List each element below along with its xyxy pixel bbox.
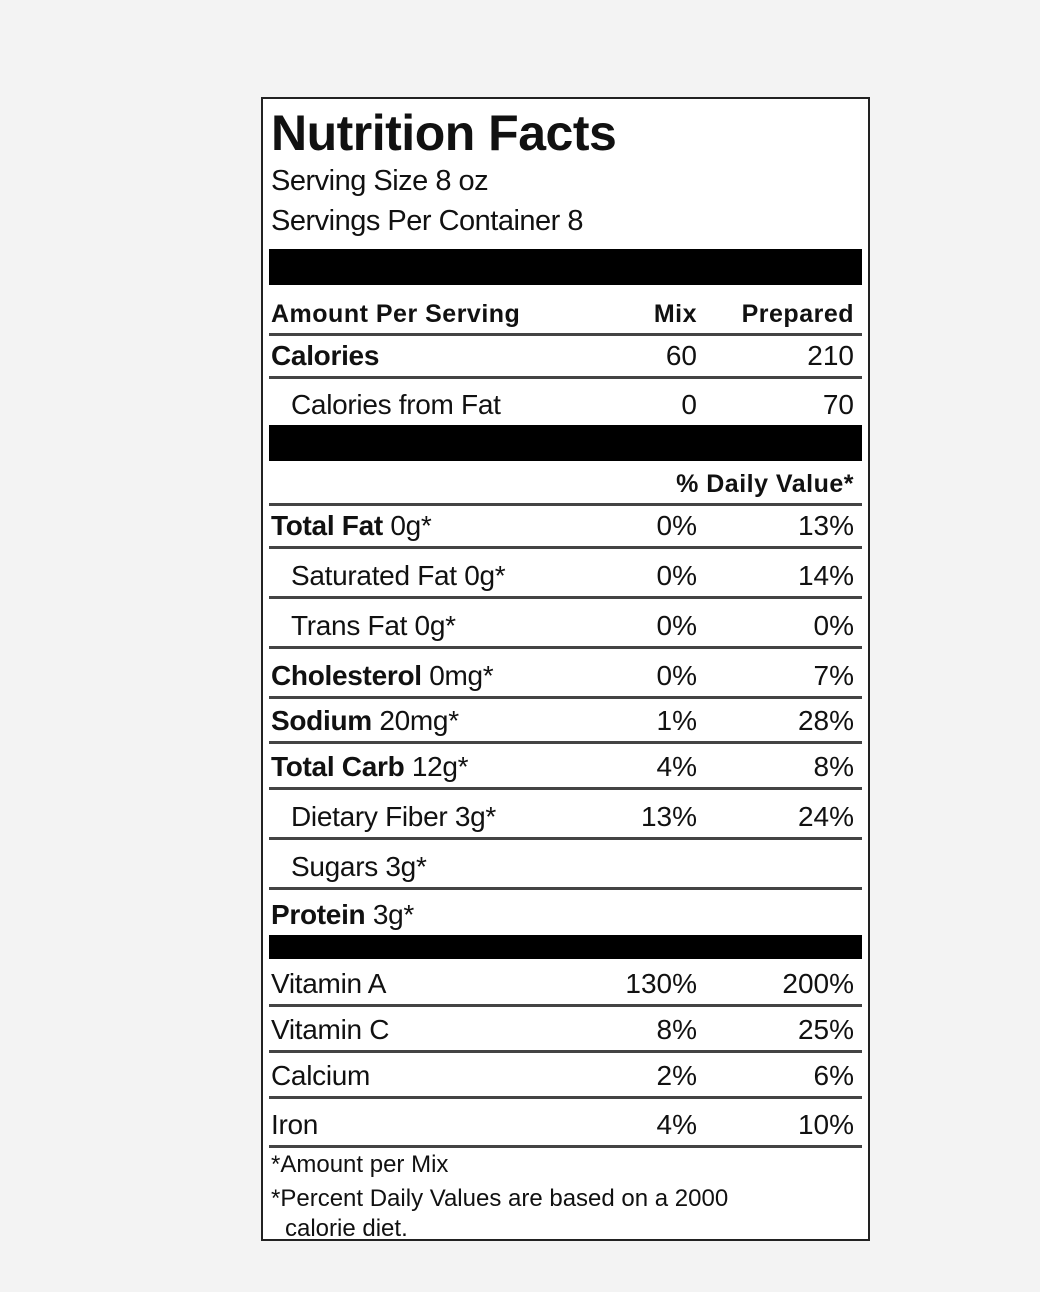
nutrient-prepared: 13% xyxy=(797,510,854,541)
nutrient-name: Dietary Fiber 3g* xyxy=(291,801,496,832)
vitamin-mix: 130% xyxy=(625,968,697,999)
calories-from-fat-prepared: 70 xyxy=(822,389,854,420)
nutrient-row xyxy=(269,503,862,549)
vitamin-row xyxy=(269,1007,862,1053)
daily-value-header: % Daily Value* xyxy=(676,470,854,498)
nutrient-row xyxy=(269,549,862,599)
nutrient-mix: 13% xyxy=(640,801,697,832)
nutrient-prepared: 8% xyxy=(813,751,854,782)
thick-divider xyxy=(269,425,862,461)
nutrient-row xyxy=(269,599,862,649)
nutrient-mix: 0% xyxy=(656,560,697,591)
nutrient-prepared: 7% xyxy=(813,660,854,691)
label-title: Nutrition Facts xyxy=(271,105,617,161)
vitamin-row xyxy=(269,959,862,1007)
nutrient-prepared: 24% xyxy=(797,801,854,832)
nutrient-prepared: 0% xyxy=(813,610,854,641)
nutrient-mix: 4% xyxy=(656,751,697,782)
servings-per-container: Servings Per Container 8 xyxy=(271,205,583,237)
calories-from-fat-row xyxy=(269,379,862,425)
calories-label: Calories xyxy=(271,340,380,371)
vitamin-mix: 8% xyxy=(656,1014,697,1045)
thick-divider xyxy=(269,249,862,285)
vitamin-prepared: 25% xyxy=(797,1014,854,1045)
nutrient-name: Total Carb 12g* xyxy=(271,751,469,782)
vitamin-mix: 2% xyxy=(656,1060,697,1091)
nutrient-name: Protein 3g* xyxy=(271,899,414,930)
vitamin-row xyxy=(269,1053,862,1099)
thick-divider xyxy=(269,935,862,959)
vitamin-name: Iron xyxy=(271,1109,319,1140)
vitamin-name: Vitamin C xyxy=(271,1014,390,1045)
nutrient-name: Sodium 20mg* xyxy=(271,705,459,736)
nutrient-name: Total Fat 0g* xyxy=(271,510,432,541)
vitamin-prepared: 6% xyxy=(813,1060,854,1091)
nutrient-name: Saturated Fat 0g* xyxy=(291,560,506,591)
mix-column-header: Mix xyxy=(653,300,697,328)
vitamin-row xyxy=(269,1099,862,1148)
nutrient-row xyxy=(269,790,862,840)
nutrient-row xyxy=(269,699,862,744)
serving-size: Serving Size 8 oz xyxy=(271,165,489,197)
nutrient-mix: 0% xyxy=(656,510,697,541)
calories-prepared: 210 xyxy=(807,340,854,371)
nutrient-mix: 0% xyxy=(656,610,697,641)
calories-row xyxy=(269,333,862,379)
nutrient-name: Cholesterol 0mg* xyxy=(271,660,494,691)
nutrient-prepared: 14% xyxy=(797,560,854,591)
nutrient-prepared: 28% xyxy=(797,705,854,736)
footnote-calorie-diet: calorie diet. xyxy=(285,1215,408,1242)
amount-per-serving-label: Amount Per Serving xyxy=(271,300,521,328)
nutrient-row xyxy=(269,840,862,890)
vitamin-name: Calcium xyxy=(271,1060,371,1091)
vitamin-prepared: 10% xyxy=(797,1109,854,1140)
footnote-percent-daily-values: *Percent Daily Values are based on a 2000 xyxy=(271,1185,729,1212)
calories-from-fat-label: Calories from Fat xyxy=(291,389,501,420)
nutrient-mix: 0% xyxy=(656,660,697,691)
daily-value-header-row xyxy=(269,461,862,506)
nutrition-facts-label xyxy=(261,97,870,1241)
nutrient-row xyxy=(269,649,862,699)
vitamin-mix: 4% xyxy=(656,1109,697,1140)
amount-header-row xyxy=(269,285,862,336)
nutrient-mix: 1% xyxy=(656,705,697,736)
prepared-column-header: Prepared xyxy=(741,300,854,328)
vitamin-prepared: 200% xyxy=(782,968,854,999)
calories-from-fat-mix: 0 xyxy=(681,389,697,420)
calories-mix: 60 xyxy=(665,340,697,371)
nutrient-row xyxy=(269,890,862,935)
nutrient-name: Sugars 3g* xyxy=(291,851,427,882)
nutrient-name: Trans Fat 0g* xyxy=(291,610,456,641)
nutrient-row xyxy=(269,744,862,790)
footnote-amount-per-mix: *Amount per Mix xyxy=(271,1151,449,1178)
vitamin-name: Vitamin A xyxy=(271,968,387,999)
